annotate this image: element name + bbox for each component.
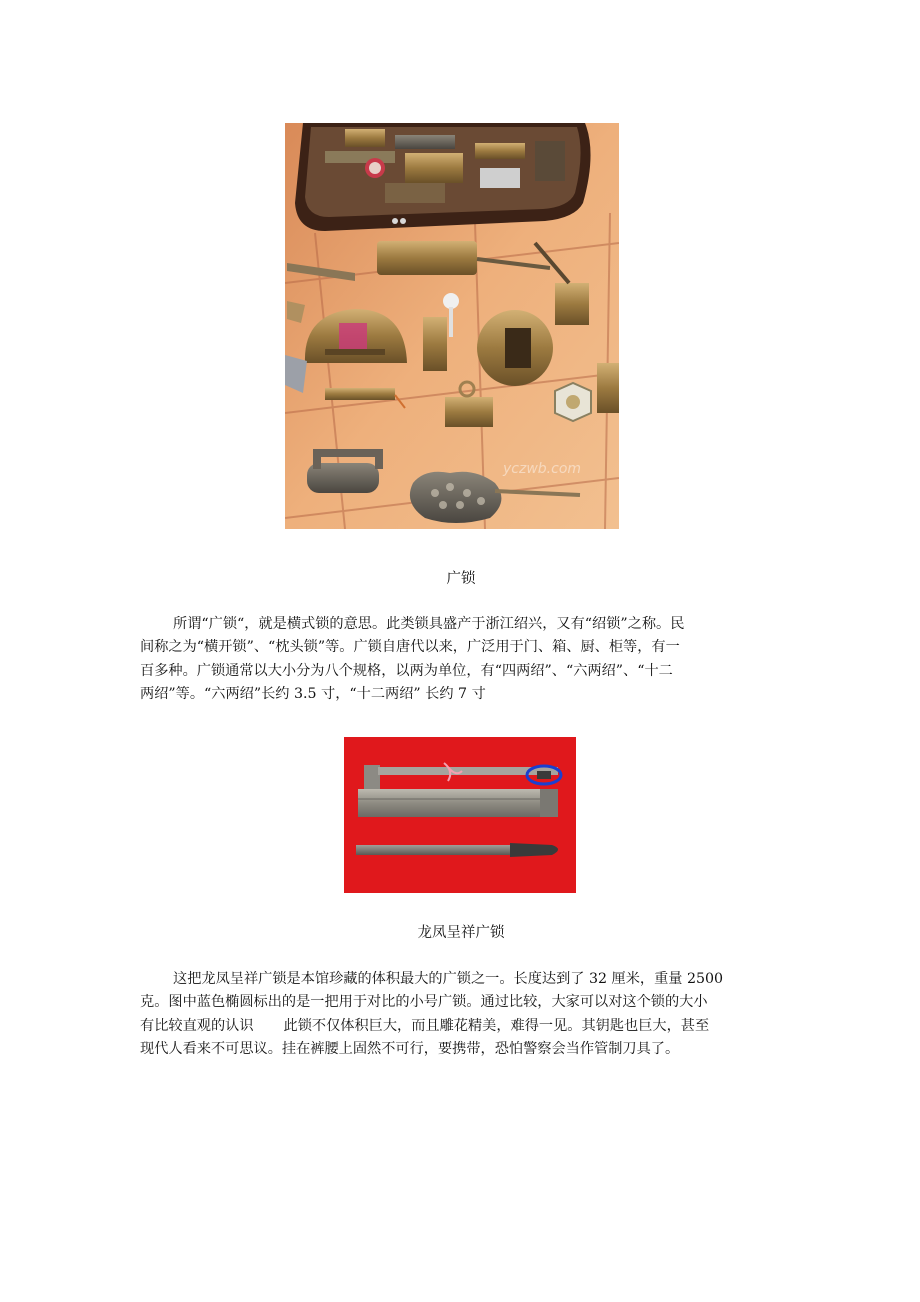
paragraph-1 xyxy=(140,613,782,707)
antique-locks-photo xyxy=(285,123,619,529)
paragraph-line: 两绍”等。“六两绍”长约 3.5 寸，“十二两绍” 长约 7 寸 xyxy=(140,686,486,703)
paragraph-line: 间称之为“横开锁”、“枕头锁”等。广锁自唐代以来，广泛用于门、箱、厨、柜等，有一 xyxy=(140,639,680,656)
paragraph-line: 现代人看来不可思议。挂在裤腰上固然不可行，要携带，恐怕警察会当作管制刀具了。 xyxy=(140,1041,680,1058)
paragraph-segment: 此锁不仅体积巨大，而且雕花精美，难得一见。其钥匙也巨大，甚至 xyxy=(283,1017,710,1034)
paragraph-segment: 有比较直观的认识 xyxy=(140,1017,254,1034)
paragraph-line: 克。图中蓝色椭圆标出的是一把用于对比的小号广锁。通过比较，大家可以对这个锁的大小 xyxy=(140,994,708,1011)
paragraph-line xyxy=(140,1015,782,1038)
watermark-text: yczwb.com xyxy=(503,461,582,477)
paragraph-line: 百多种。广锁通常以大小分为八个规格，以两为单位，有“四两绍”、“六两绍”、“十二 xyxy=(140,662,673,679)
figure-caption-1: 广锁 xyxy=(446,571,476,587)
dragon-phoenix-lock-photo xyxy=(344,737,576,893)
paragraph-line: 这把龙凤呈祥广锁是本馆珍藏的体积最大的广锁之一。长度达到了 32 厘米，重量 2500 xyxy=(173,971,724,987)
paragraph-2 xyxy=(140,968,782,1062)
figure-caption-2: 龙凤呈祥广锁 xyxy=(417,925,505,941)
paragraph-line: 所谓“广锁“，就是横式锁的意思。此类锁具盛产于浙江绍兴，又有“绍锁”之称。民 xyxy=(173,616,685,632)
